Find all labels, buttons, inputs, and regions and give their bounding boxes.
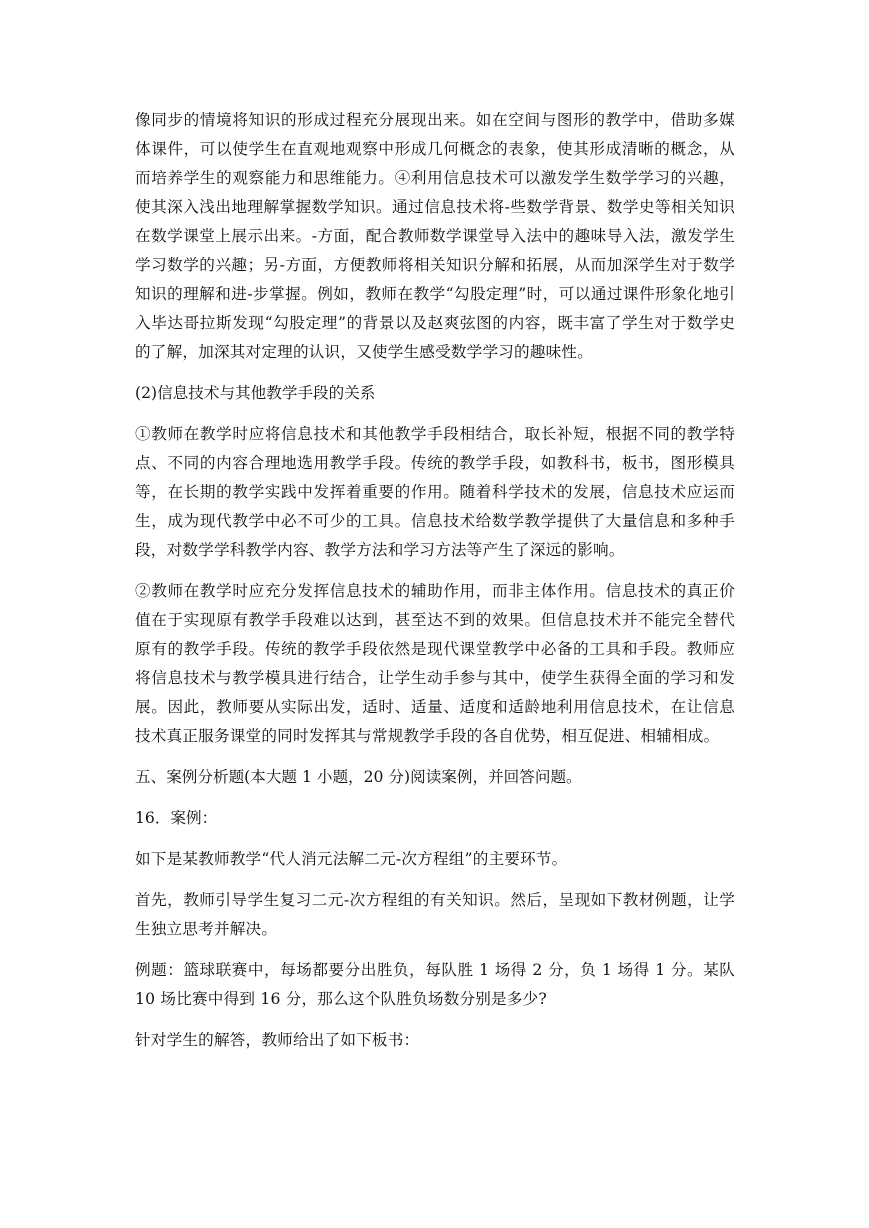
question-number: 16．案例： <box>135 809 218 827</box>
paragraph-auxiliary-role: ②教师在教学时应充分发挥信息技术的辅助作用，而非主体作用。信息技术的真正价值在于实现原有教学手段难以达到，甚至达不到的效果。但信息技术并不能完全替代原有的教学手段。传统的教学手段依然是现代课堂教学中必备的工具和手段。教师应将信息技术与教学模具进行结合，让学生动手参与其中，使学生获得全面的学习和发展。因此，教师要从实际出发，适时、适量、适度和适龄地利用信息技术，在让信息技术真正服务课堂的同时发挥其与常规教学手段的各自优势，相互促进、相辅相成。 <box>135 582 735 745</box>
paragraph-case-steps: 首先，教师引导学生复习二元-次方程组的有关知识。然后，呈现如下教材例题，让学生独立思考并解决。 <box>135 891 735 938</box>
paragraph-board-notes: 针对学生的解答，教师给出了如下板书： <box>135 1031 420 1049</box>
paragraph-case-intro: 如下是某教师教学“代人消元法解二元-次方程组”的主要环节。 <box>135 850 568 868</box>
paragraph-example-problem: 例题：篮球联赛中，每场都要分出胜负，每队胜 1 场得 2 分，负 1 场得 1 分。某队 10 场比赛中得到 16 分，那么这个队胜负场数分别是多少? <box>135 961 735 1008</box>
document-page <box>135 106 735 1067</box>
paragraph-combine-methods: ①教师在教学时应将信息技术和其他教学手段相结合，取长补短，根据不同的教学特点、不同的内容合理地选用教学手段。传统的教学手段，如教科书，板书，图形模具等，在长期的教学实践中发挥着重要的作用。随着科学技术的发展，信息技术应运而生，成为现代教学中必不可少的工具。信息技术给数学教学提供了大量信息和多种手段，对数学学科教学内容、教学方法和学习方法等产生了深远的影响。 <box>135 425 735 559</box>
paragraph-info-tech-benefits: 像同步的情境将知识的形成过程充分展现出来。如在空间与图形的教学中，借助多媒体课件，可以使学生在直观地观察中形成几何概念的表象，使其形成清晰的概念，从而培养学生的观察能力和思维能力。④利用信息技术可以激发学生数学学习的兴趣，使其深入浅出地理解掌握数学知识。通过信息技术将-些数学背景、数学史等相关知识在数学课堂上展示出来。-方面，配合教师数学课堂导入法中的趣味导入法，激发学生学习数学的兴趣；另-方面，方便教师将相关知识分解和拓展，从而加深学生对于数学知识的理解和进-步掌握。例如，教师在教学“勾股定理”时，可以通过课件形象化地引入毕达哥拉斯发现“勾股定理”的背景以及赵爽弦图的内容，既丰富了学生对于数学史的了解，加深其对定理的认识，又使学生感受数学学习的趣味性。 <box>135 111 735 361</box>
section-heading-relationship: (2)信息技术与其他教学手段的关系 <box>135 384 376 402</box>
section-heading-case-analysis: 五、案例分析题(本大题 1 小题，20 分)阅读案例，并回答问题。 <box>135 768 582 786</box>
